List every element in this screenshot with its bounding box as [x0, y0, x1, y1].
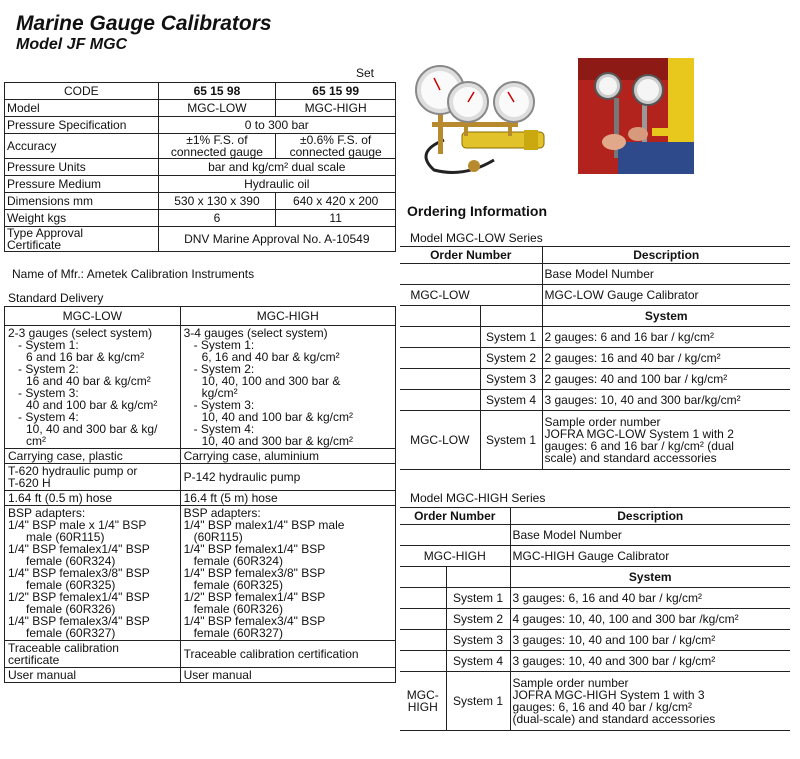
order-high-system-2: System 2 4 gauges: 10, 40, 100 and 300 bar /kg/cm² — [400, 609, 790, 630]
delivery-row-manual: User manual User manual — [5, 668, 396, 683]
delivery-row-pump: T-620 hydraulic pump or T-620 H P-142 hydraulic pump — [5, 464, 396, 491]
order-low-sample: MGC-LOW System 1 Sample order number JOFRA MGC-LOW System 1 with 2 gauges: 6 and 16 bar / kg/cm² (dual scale) and standard accessories — [400, 411, 790, 470]
order-low-system-3: System 3 2 gauges: 40 and 100 bar / kg/cm² — [400, 369, 790, 390]
ordering-heading: Ordering Information — [407, 203, 547, 219]
delivery-row-case: Carrying case, plastic Carrying case, aluminium — [5, 449, 396, 464]
spec-row-weight: Weight kgs 6 11 — [5, 210, 396, 227]
order-high-system-1: System 1 3 gauges: 6, 16 and 40 bar / kg/cm² — [400, 588, 790, 609]
spec-row-accuracy: Accuracy ±1% F.S. of connected gauge ±0.6% F.S. of connected gauge — [5, 134, 396, 159]
gauges-low: 2-3 gauges (select system) - System 1: 6 and 16 bar & kg/cm² - System 2: 16 and 40 bar & kg/cm² - System 3: 40 and 100 bar & kg/cm² - System 4: 10, 40 and 300 bar & kg/ cm² — [5, 326, 181, 449]
set-label: Set — [356, 66, 375, 80]
page-title: Marine Gauge Calibrators — [16, 12, 272, 35]
page-subtitle: Model JF MGC — [16, 36, 128, 53]
spec-table — [4, 82, 396, 252]
adapters-high: BSP adapters: 1/4" BSP malex1/4" BSP male (60R115) 1/4" BSP femalex1/4" BSP female (60R324) 1/4" BSP femalex3/8" BSP female (60R325) 1/2" BSP femalex1/4" BSP female (60R326) 1/4" BSP femalex3/4" BSP female (60R327) — [180, 506, 395, 641]
standard-delivery-heading: Standard Delivery — [8, 291, 104, 305]
calibrator-kit-image — [404, 62, 552, 180]
spec-row-approval: Type Approval Certificate DNV Marine Approval No. A-10549 — [5, 227, 396, 252]
manufacturer-line: Name of Mfr.: Ametek Calibration Instruments — [12, 267, 255, 281]
spec-row-dimensions: Dimensions mm 530 x 130 x 390 640 x 420 x 200 — [5, 193, 396, 210]
adapters-low: BSP adapters: 1/4" BSP male x 1/4" BSP male (60R115) 1/4" BSP femalex1/4" BSP female (60R324) 1/4" BSP femalex3/8" BSP female (60R325) 1/2" BSP femalex1/4" BSP female (60R326) 1/4" BSP femalex3/4" BSP female (60R327) — [5, 506, 181, 641]
spec-row-medium: Pressure Medium Hydraulic oil — [5, 176, 396, 193]
order-low-system-4: System 4 3 gauges: 10, 40 and 300 bar/kg/cm² — [400, 390, 790, 411]
delivery-table: MGC-LOW MGC-HIGH 2-3 gauges (select system) - System 1: 6 and 16 bar & kg/cm² - System 2: 16 and 40 bar & kg/cm² - System 3: 40 and 100 bar & kg/cm² - System 4: 10, 40 and 300 bar & kg/ cm² 3-4 gauges (select system) - System 1: 6, 16 and 40 bar & kg/cm² - System 2: 10, 40, 100 and 300 bar & kg/cm² - System 3: 10, 40 and 100 bar & kg/cm² - System 4: 10, 40 and 300 bar & kg/cm² Carrying case, plastic Carrying case, aluminium T-620 hydraulic pump or T-620 H P-142 hydraulic pump 1.64 ft (0.5 m) hose 16.4 ft (5 m) hose BSP adapters: 1/4" BSP male x 1/4" BSP male (60R115) 1/4" BSP femalex1/4" BSP female (60R324) 1/4" BSP femalex3/8" BSP female (60R325) 1/2" BSP femalex1/4" BSP female (60R326) 1/4" BSP femalex3/4" BSP female (60R327) BSP adapters: 1/4" BSP malex1/4" BSP male (60R115) 1/4" BSP femalex1/4" BSP female (60R324) 1/4" BSP femalex3/8" BSP female (60R325) 1/2" BSP femalex1/4" BSP female (60R326) 1/4" BSP femalex3/4" BSP female (60R327) Traceable calibration certificate Traceable calibration certification User manual User manual — [4, 306, 396, 683]
delivery-row-cert: Traceable calibration certificate Traceable calibration certification — [5, 641, 396, 668]
delivery-row-hose: 1.64 ft (0.5 m) hose 16.4 ft (5 m) hose — [5, 491, 396, 506]
spec-row-units: Pressure Units bar and kg/cm² dual scale — [5, 159, 396, 176]
order-high-system-4: System 4 3 gauges: 10, 40 and 300 bar / kg/cm² — [400, 651, 790, 672]
order-low-system-1: System 1 2 gauges: 6 and 16 bar / kg/cm² — [400, 327, 790, 348]
delivery-row-gauges — [5, 326, 396, 449]
gauges-high: 3-4 gauges (select system) - System 1: 6, 16 and 40 bar & kg/cm² - System 2: 10, 40, 100 and 300 bar & kg/cm² - System 3: 10, 40 and 100 bar & kg/cm² - System 4: 10, 40 and 300 bar & kg/cm² — [180, 326, 395, 449]
series-low-heading: Model MGC-LOW Series — [410, 231, 543, 245]
order-low-system-2: System 2 2 gauges: 16 and 40 bar / kg/cm² — [400, 348, 790, 369]
order-table-low: Order Number Description Base Model Number MGC-LOW MGC-LOW Gauge Calibrator System System 1 2 gauges: 6 and 16 bar / kg/cm² System 2 2 gauges: 16 and 40 bar / kg/cm² System 3 2 gauges: 40 and 100 bar / kg/cm² System 4 3 gauges: 10, 40 and 300 bar/kg/cm² MGC-LOW System 1 Sample order number JOFRA MGC-LOW System 1 with 2 gauges: 6 and 16 bar / kg/cm² (dual scale) and standard accessories — [400, 246, 790, 470]
delivery-row-adapters — [5, 506, 396, 641]
order-table-high: Order Number Description Base Model Number MGC-HIGH MGC-HIGH Gauge Calibrator System System 1 3 gauges: 6, 16 and 40 bar / kg/cm² System 2 4 gauges: 10, 40, 100 and 300 bar /kg/cm² System 3 3 gauges: 10, 40 and 100 bar / kg/cm² System 4 3 gauges: 10, 40 and 300 bar / kg/cm² MGC- HIGH System 1 Sample order number JOFRA MGC-HIGH System 1 with 3 gauges: 6, 16 and 40 bar / kg/cm² (dual-scale) and standard accessories — [400, 507, 790, 731]
calibration-in-use-image — [578, 58, 694, 174]
spec-row-pressure: Pressure Specification 0 to 300 bar — [5, 117, 396, 134]
spec-row-model: Model MGC-LOW MGC-HIGH — [5, 100, 396, 117]
order-high-sample: MGC- HIGH System 1 Sample order number JOFRA MGC-HIGH System 1 with 3 gauges: 6, 16 and 40 bar / kg/cm² (dual-scale) and standard accessories — [400, 672, 790, 731]
series-high-heading: Model MGC-HIGH Series — [410, 491, 546, 505]
order-high-system-3: System 3 3 gauges: 10, 40 and 100 bar / kg/cm² — [400, 630, 790, 651]
spec-row-code: CODE 65 15 98 65 15 99 — [5, 83, 396, 100]
